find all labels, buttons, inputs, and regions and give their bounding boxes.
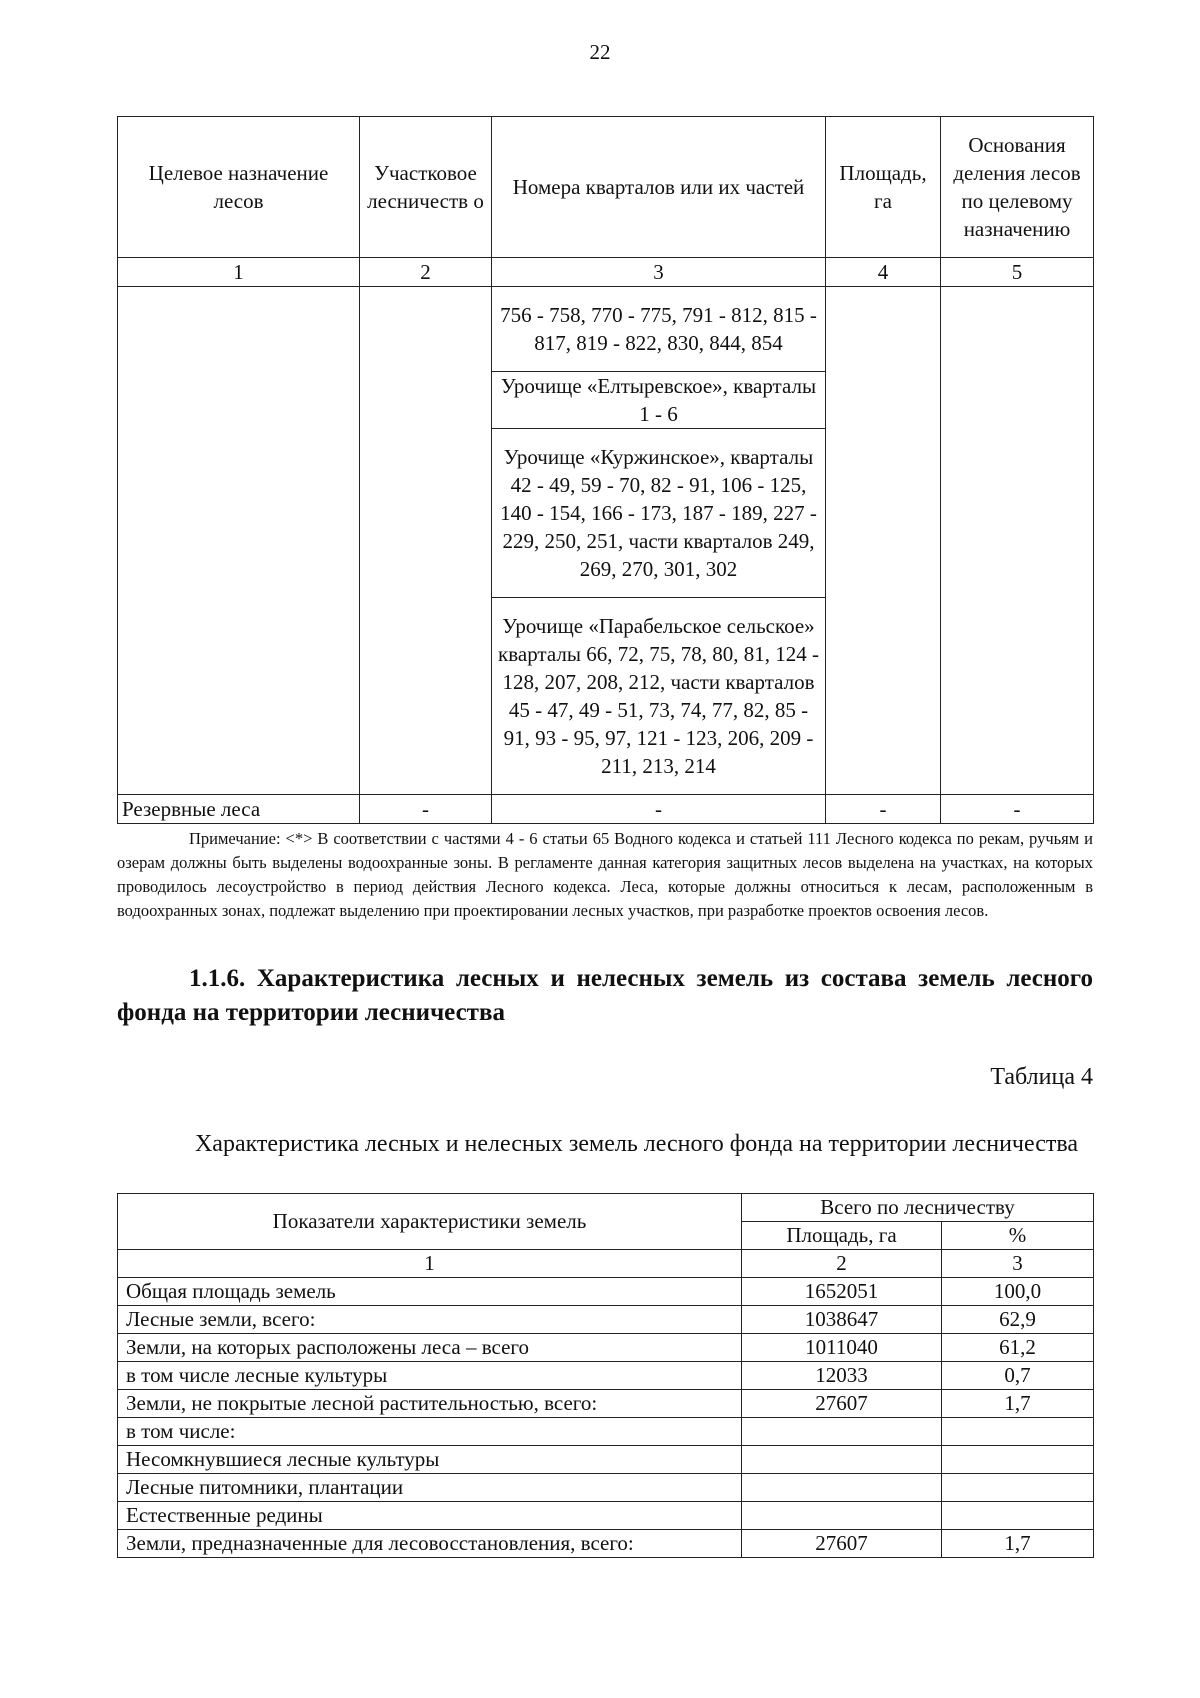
column-number: 5 [941, 258, 1094, 287]
quarters-cell: Урочище «Куржинское», кварталы 42 - 49, 59 - 70, 82 - 91, 106 - 125, 140 - 154, 166 - 173, 187 - 189, 227 - 229, 250, 251, части кварталов 249, 269, 270, 301, 302 [492, 429, 826, 598]
table-row [118, 1334, 1094, 1362]
table-row [118, 1306, 1094, 1334]
quarters-cell: Урочище «Елтыревское», кварталы 1 - 6 [492, 372, 826, 429]
column-number: 3 [942, 1250, 1094, 1278]
column-number: 2 [360, 258, 492, 287]
row-percent: 61,2 [942, 1334, 1094, 1362]
row-area: 12033 [742, 1362, 942, 1390]
table-header-row [118, 1194, 1094, 1222]
purpose-cell-empty [118, 287, 360, 795]
row-area [742, 1474, 942, 1502]
table-row [118, 1278, 1094, 1306]
table-note: Примечание: <*> В соответствии с частями 4 - 6 статьи 65 Водного кодекса и статьей 111 Лесного кодекса по рекам, ручьям и озерам должны быть выделены водоохранные зоны. В регламенте данная категория защитных лесов выделена на участках, на которых проводилось лесоустройство в период действия Лесного кодекса. Леса, которые должны относиться к лесам, расположенным в водоохранных зонах, подлежат выделению при проектировании лесных участков, при разработке проектов освоения лесов. [117, 829, 1093, 920]
header-area: Площадь, га [826, 117, 941, 258]
column-number: 4 [826, 258, 941, 287]
land-characteristics-table [117, 1193, 1094, 1558]
row-area [742, 1418, 942, 1446]
table-label: Таблица 4 [990, 1064, 1093, 1090]
row-percent [942, 1502, 1094, 1530]
row-name: Несомкнувшиеся лесные культуры [118, 1446, 742, 1474]
row-percent: 1,7 [942, 1390, 1094, 1418]
table-row [118, 287, 1094, 372]
row-percent [942, 1446, 1094, 1474]
table-row [118, 1446, 1094, 1474]
column-number-row [118, 1250, 1094, 1278]
row-area: 1652051 [742, 1278, 942, 1306]
table-row [118, 1474, 1094, 1502]
table-title: Характеристика лесных и нелесных земель лесного фонда на территории лесничества [194, 1131, 1079, 1157]
row-name: Лесные земли, всего: [118, 1306, 742, 1334]
row-area [742, 1502, 942, 1530]
reserve-forest-value: - [360, 795, 492, 824]
row-area: 1038647 [742, 1306, 942, 1334]
column-number-row [118, 258, 1094, 287]
column-number: 1 [118, 258, 360, 287]
row-name: Земли, на которых расположены леса – всего [118, 1334, 742, 1362]
header-total: Всего по лесничеству [742, 1194, 1094, 1222]
row-name: Общая площадь земель [118, 1278, 742, 1306]
forest-purpose-table [117, 116, 1094, 824]
row-percent [942, 1418, 1094, 1446]
row-percent: 62,9 [942, 1306, 1094, 1334]
section-heading: 1.1.6. Характеристика лесных и нелесных земель из состава земель лесного фонда на территории лесничества [117, 965, 1093, 1026]
table-row [118, 1418, 1094, 1446]
row-area: 27607 [742, 1390, 942, 1418]
area-cell-empty [826, 287, 941, 795]
reserve-forest-value: - [941, 795, 1094, 824]
header-basis: Основания деления лесов по целевому назначению [941, 117, 1094, 258]
header-percent: % [942, 1222, 1094, 1250]
row-name: в том числе: [118, 1418, 742, 1446]
row-percent: 100,0 [942, 1278, 1094, 1306]
table-row [118, 1362, 1094, 1390]
column-number: 2 [742, 1250, 942, 1278]
column-number: 1 [118, 1250, 742, 1278]
district-cell-empty [360, 287, 492, 795]
quarters-cell: 756 - 758, 770 - 775, 791 - 812, 815 - 817, 819 - 822, 830, 844, 854 [492, 287, 826, 372]
header-district: Участковое лесничеств о [360, 117, 492, 258]
table-row [118, 795, 1094, 824]
header-area: Площадь, га [742, 1222, 942, 1250]
row-percent: 0,7 [942, 1362, 1094, 1390]
reserve-forest-value: - [492, 795, 826, 824]
column-number: 3 [492, 258, 826, 287]
table-row [118, 1502, 1094, 1530]
row-area: 27607 [742, 1530, 942, 1558]
row-area: 1011040 [742, 1334, 942, 1362]
row-name: Естественные редины [118, 1502, 742, 1530]
table-header-row [118, 117, 1094, 258]
basis-cell-empty [941, 287, 1094, 795]
row-area [742, 1446, 942, 1474]
reserve-forest-value: - [826, 795, 941, 824]
table-row [118, 1390, 1094, 1418]
row-name: Лесные питомники, плантации [118, 1474, 742, 1502]
page-number: 22 [589, 40, 611, 64]
header-indicators: Показатели характеристики земель [118, 1194, 742, 1250]
row-percent [942, 1474, 1094, 1502]
row-name: в том числе лесные культуры [118, 1362, 742, 1390]
reserve-forest-name: Резервные леса [118, 795, 360, 824]
header-quarters: Номера кварталов или их частей [492, 117, 826, 258]
row-percent: 1,7 [942, 1530, 1094, 1558]
row-name: Земли, предназначенные для лесовосстановления, всего: [118, 1530, 742, 1558]
quarters-cell: Урочище «Парабельское сельское» кварталы 66, 72, 75, 78, 80, 81, 124 - 128, 207, 208, 212, части кварталов 45 - 47, 49 - 51, 73, 74, 77, 82, 85 - 91, 93 - 95, 97, 121 - 123, 206, 209 - 211, 213, 214 [492, 598, 826, 795]
row-name: Земли, не покрытые лесной растительностью, всего: [118, 1390, 742, 1418]
header-purpose: Целевое назначение лесов [118, 117, 360, 258]
table-row [118, 1530, 1094, 1558]
